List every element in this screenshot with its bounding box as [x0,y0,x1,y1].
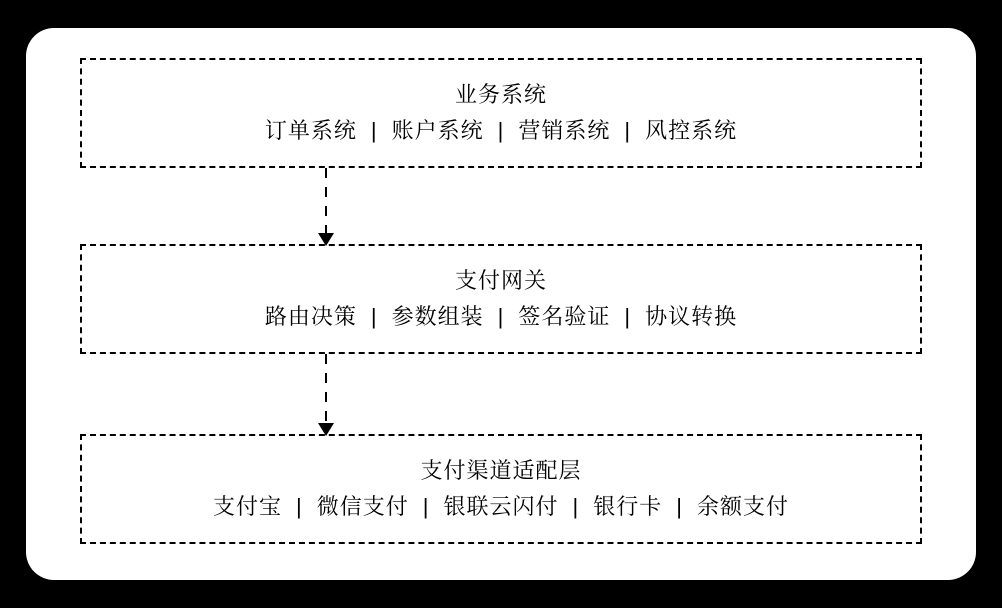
item-separator: | [422,494,430,519]
item-separator: | [624,304,632,329]
node-items [265,118,737,144]
node-payment-gateway[interactable] [80,244,922,354]
node-item: 银联云闪付 [443,494,559,519]
node-item: 营销系统 [518,118,611,143]
node-item: 路由决策 [264,304,357,329]
item-separator: | [370,304,378,329]
node-item: 签名验证 [518,304,611,329]
node-item: 支付宝 [213,494,283,519]
node-item: 银行卡 [593,494,663,519]
item-separator: | [497,304,505,329]
diagram-body [26,28,976,580]
diagram-card [26,28,976,580]
item-separator: | [572,494,580,519]
node-items [213,494,789,520]
item-separator: | [296,494,303,519]
node-items [265,304,737,330]
node-item: 微信支付 [316,494,409,519]
item-separator: | [624,118,632,143]
item-separator: | [497,118,505,143]
node-payment-channel-adapter[interactable] [80,434,922,544]
node-title: 业务系统 [454,81,547,107]
node-item: 余额支付 [696,494,789,519]
item-separator: | [370,118,378,143]
node-item: 参数组装 [391,304,484,329]
node-title: 支付渠道适配层 [420,457,582,483]
node-item: 账户系统 [391,118,484,143]
node-business-system[interactable] [80,58,922,168]
node-item: 订单系统 [264,118,357,143]
node-title: 支付网关 [454,267,547,293]
item-separator: | [676,494,683,519]
node-item: 协议转换 [645,304,738,329]
node-item: 风控系统 [645,118,738,143]
